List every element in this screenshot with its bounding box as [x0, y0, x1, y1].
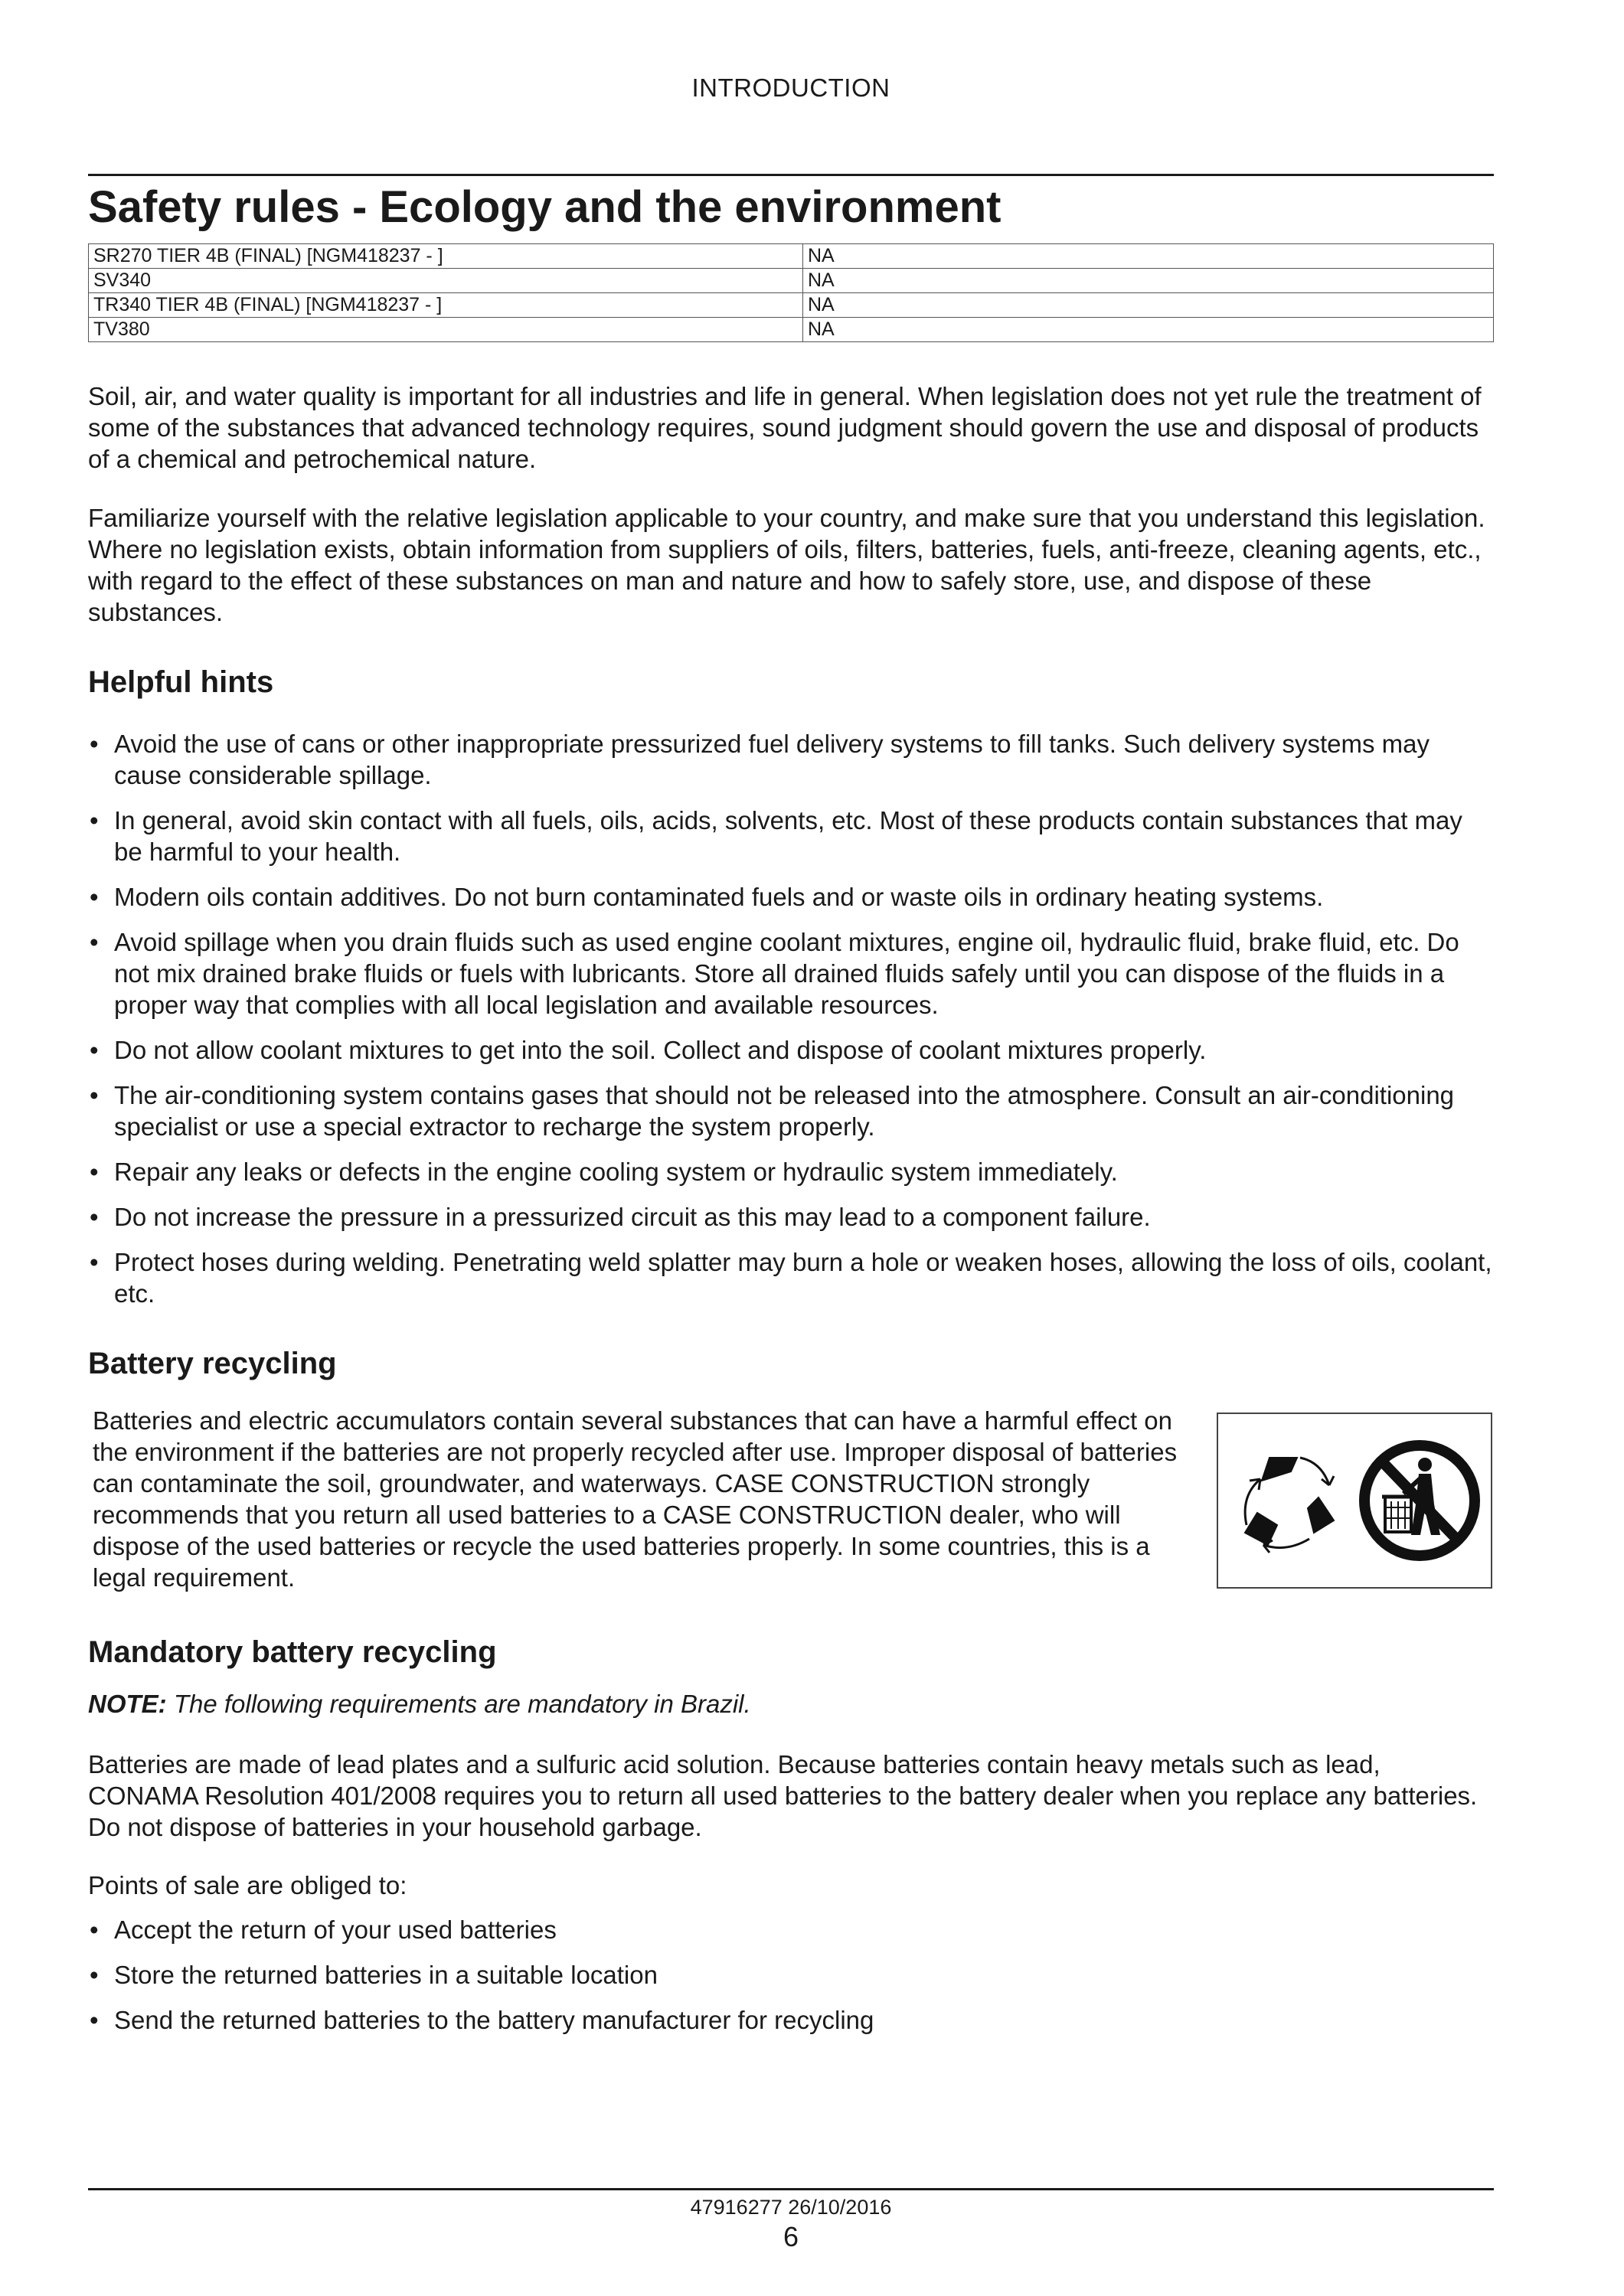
intro-paragraph: Familiarize yourself with the relative legislation applicable to your country, and make sure that you understand this legislation. Where no legislation exists, obtain information from suppliers of oils, filters, batteries, fuels, anti-freeze, cleaning agents, etc., with regard to the effect of these substances on man and nature and how to safely store, use, and dispose of these substances.	[88, 504, 1485, 626]
note	[88, 1688, 751, 1720]
table-row	[89, 318, 1494, 342]
list-item: • In general, avoid skin contact with all fuels, oils, acids, solvents, etc. Most of these products contain substances that may be harmful to your health.	[90, 806, 1462, 866]
footer-rule	[88, 2188, 1494, 2190]
helpful-hints-heading: Helpful hints	[88, 665, 274, 699]
table-row	[89, 293, 1494, 318]
table-row	[89, 244, 1494, 269]
bullet-icon: •	[90, 928, 99, 956]
value-cell: NA	[803, 244, 1494, 269]
list-item: • Modern oils contain additives. Do not burn contaminated fuels and or waste oils in ordinary heating systems.	[90, 883, 1324, 911]
value-cell: NA	[803, 293, 1494, 318]
battery-recycling-paragraph: Batteries and electric accumulators contain several substances that can have a harmful effect on the environment if the batteries are not properly recycled after use. Improper disposal of batteries can contaminate the soil, groundwater, and waterways. CASE CONSTRUCTION strongly recommends that you return all used batteries to a CASE CONSTRUCTION dealer, who will dispose of the used batteries or recycle the used batteries properly. In some countries, this is a legal requirement.	[93, 1406, 1178, 1592]
battery-recycling-heading: Battery recycling	[88, 1347, 337, 1380]
bullet-icon: •	[90, 883, 99, 911]
header-rule	[88, 174, 1494, 176]
model-cell: TV380	[89, 318, 803, 342]
value-cell: NA	[803, 318, 1494, 342]
bullet-icon: •	[90, 2006, 99, 2034]
bullet-icon: •	[90, 1248, 99, 1276]
points-of-sale-text: Points of sale are obliged to:	[88, 1871, 407, 1899]
list-item: • Send the returned batteries to the battery manufacturer for recycling	[90, 2006, 874, 2034]
bullet-icon: •	[90, 1203, 99, 1231]
list-item: • Do not increase the pressure in a pressurized circuit as this may lead to a component failure.	[90, 1203, 1151, 1231]
list-item: • Store the returned batteries in a suitable location	[90, 1961, 658, 1989]
mandatory-recycling-heading: Mandatory battery recycling	[88, 1635, 497, 1669]
model-cell: SR270 TIER 4B (FINAL) [NGM418237 - ]	[89, 244, 803, 269]
list-item: • Repair any leaks or defects in the engine cooling system or hydraulic system immediately.	[90, 1158, 1118, 1186]
value-cell: NA	[803, 269, 1494, 293]
points-of-sale-list	[88, 1914, 1494, 2036]
models-table	[88, 243, 1494, 342]
bullet-icon: •	[90, 1158, 99, 1186]
bullet-icon: •	[90, 730, 99, 758]
page-number: 6	[783, 2221, 799, 2252]
document-code: 47916277 26/10/2016	[690, 2196, 892, 2219]
helpful-hints-list	[88, 728, 1494, 1309]
list-item: • Avoid spillage when you drain fluids such as used engine coolant mixtures, engine oil, hydraulic fluid, brake fluid, etc. Do not mix drained brake fluids or fuels with lubricants. Store all drained fluids safely until you can dispose of the fluids in a proper way that complies with all local legislation and available resources.	[90, 928, 1459, 1019]
list-item: • Do not allow coolant mixtures to get into the soil. Collect and dispose of coolant mixtures properly.	[90, 1036, 1207, 1064]
table-row	[89, 269, 1494, 293]
bullet-icon: •	[90, 806, 99, 834]
bullet-icon: •	[90, 1916, 99, 1944]
mandatory-paragraph: Batteries are made of lead plates and a sulfuric acid solution. Because batteries contain heavy metals such as lead, CONAMA Resolution 401/2008 requires you to return all used batteries to the battery dealer when you replace any batteries. Do not dispose of batteries in your household garbage.	[88, 1750, 1478, 1841]
list-item: • Avoid the use of cans or other inappropriate pressurized fuel delivery systems to fill tanks. Such delivery systems may cause considerable spillage.	[90, 730, 1430, 789]
note-text: The following requirements are mandatory in Brazil.	[166, 1690, 751, 1718]
bullet-icon: •	[90, 1081, 99, 1109]
model-cell: TR340 TIER 4B (FINAL) [NGM418237 - ]	[89, 293, 803, 318]
recycling-figure	[1217, 1413, 1492, 1589]
note-label: NOTE:	[88, 1690, 167, 1718]
intro-paragraph: Soil, air, and water quality is important for all industries and life in general. When legislation does not yet rule the treatment of some of the substances that advanced technology requires, sound judgment should govern the use and disposal of products of a chemical and petrochemical nature.	[88, 382, 1482, 473]
bullet-icon: •	[90, 1961, 99, 1989]
page-title: Safety rules - Ecology and the environment	[88, 182, 1002, 232]
section-header: INTRODUCTION	[691, 73, 890, 102]
list-item: • Accept the return of your used batteries	[90, 1916, 557, 1944]
bullet-icon: •	[90, 1036, 99, 1064]
model-cell: SV340	[89, 269, 803, 293]
list-item: • Protect hoses during welding. Penetrating weld splatter may burn a hole or weaken hoses, allowing the loss of oils, coolant, etc.	[90, 1248, 1492, 1308]
manual-page	[88, 0, 1494, 2296]
list-item: • The air-conditioning system contains gases that should not be released into the atmosphere. Consult an air-conditioning specialist or use a special extractor to recharge the system properly.	[90, 1081, 1455, 1141]
no-trash-icon	[1354, 1428, 1485, 1573]
